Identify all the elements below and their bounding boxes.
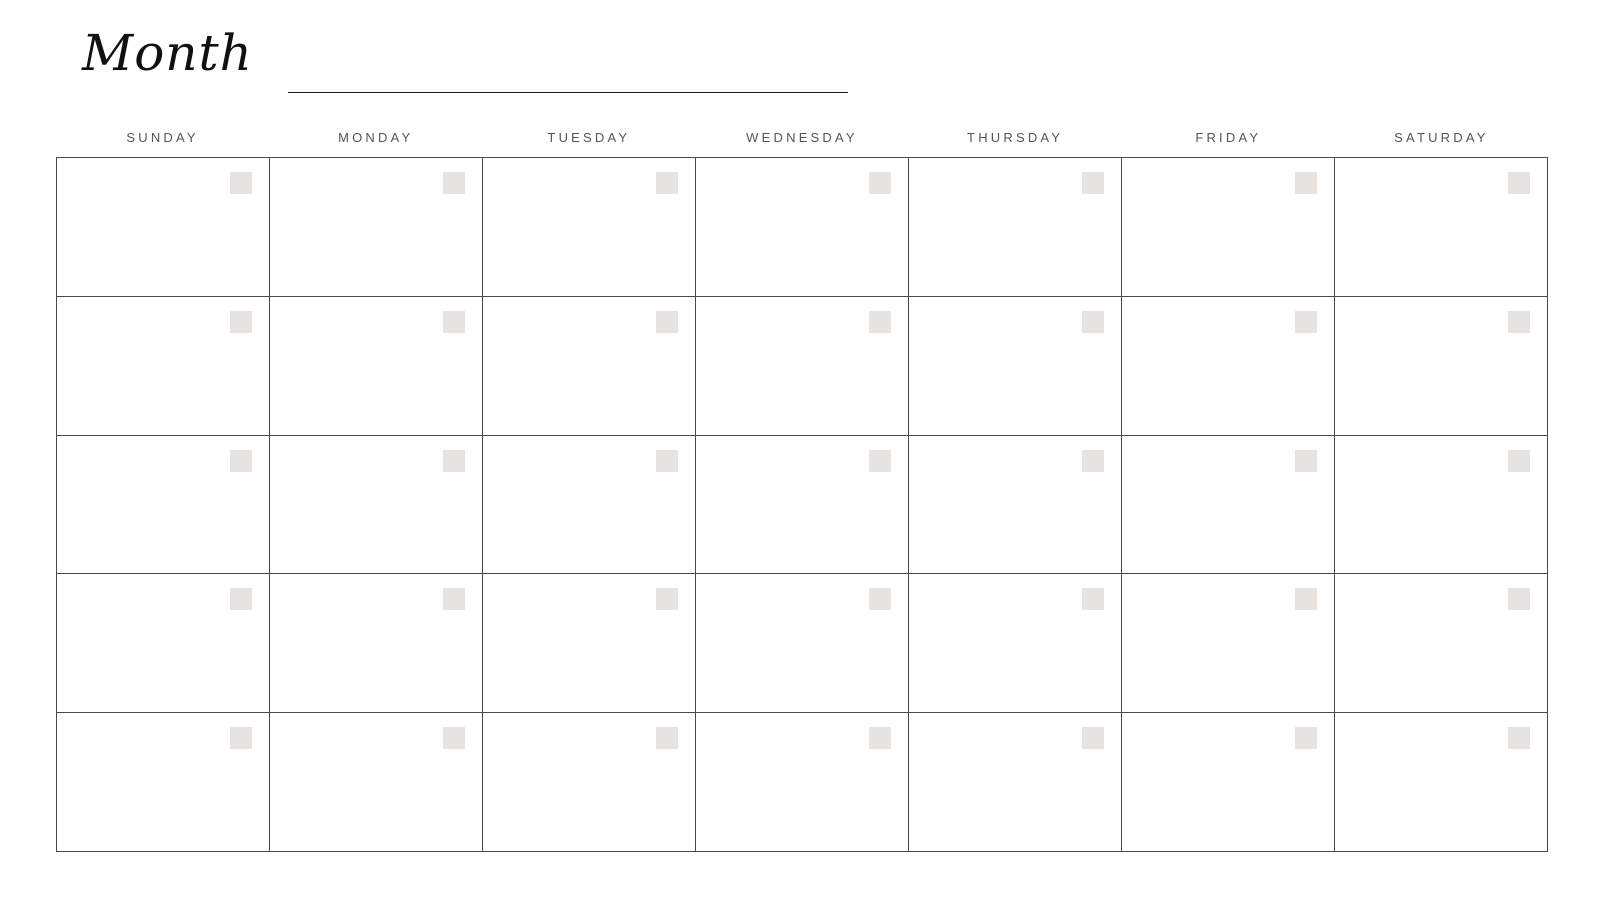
day-number (1082, 311, 1104, 333)
day-number (443, 311, 465, 333)
weekday-sunday: SUNDAY (126, 130, 199, 145)
day-cell[interactable] (270, 574, 483, 713)
day-cell[interactable] (1335, 713, 1548, 852)
month-title: Month (82, 24, 253, 82)
day-cell[interactable] (57, 713, 270, 852)
day-number (230, 727, 252, 749)
day-number (1508, 588, 1530, 610)
weekday-tuesday: TUESDAY (547, 130, 631, 145)
day-number (443, 172, 465, 194)
day-number (1082, 450, 1104, 472)
day-number (230, 172, 252, 194)
day-cell[interactable] (483, 297, 696, 436)
weekday-header-row (56, 130, 1548, 145)
day-cell[interactable] (1335, 436, 1548, 575)
day-number (443, 450, 465, 472)
day-number (443, 727, 465, 749)
day-number (656, 172, 678, 194)
day-number (230, 588, 252, 610)
day-cell[interactable] (909, 297, 1122, 436)
day-number (869, 588, 891, 610)
day-cell[interactable] (696, 713, 909, 852)
day-number (1082, 727, 1104, 749)
day-cell[interactable] (483, 713, 696, 852)
day-cell[interactable] (270, 436, 483, 575)
day-cell[interactable] (1335, 297, 1548, 436)
day-cell[interactable] (1122, 574, 1335, 713)
day-number (1295, 588, 1317, 610)
calendar-grid (56, 157, 1548, 852)
day-cell[interactable] (57, 158, 270, 297)
day-cell[interactable] (909, 574, 1122, 713)
day-cell[interactable] (483, 158, 696, 297)
day-number (1082, 588, 1104, 610)
day-cell[interactable] (483, 436, 696, 575)
day-number (1508, 450, 1530, 472)
day-cell[interactable] (483, 574, 696, 713)
day-cell[interactable] (1122, 713, 1335, 852)
month-name-write-in-line[interactable] (288, 92, 848, 93)
day-number (656, 311, 678, 333)
day-cell[interactable] (696, 436, 909, 575)
day-number (443, 588, 465, 610)
day-cell[interactable] (270, 158, 483, 297)
weekday-monday: MONDAY (338, 130, 414, 145)
calendar-header (58, 22, 1548, 112)
day-number (1082, 172, 1104, 194)
day-number (869, 450, 891, 472)
day-cell[interactable] (1122, 297, 1335, 436)
day-cell[interactable] (1335, 574, 1548, 713)
day-number (656, 450, 678, 472)
day-cell[interactable] (909, 158, 1122, 297)
day-number (230, 311, 252, 333)
day-number (1508, 311, 1530, 333)
day-number (230, 450, 252, 472)
day-cell[interactable] (909, 713, 1122, 852)
weekday-thursday: THURSDAY (967, 130, 1064, 145)
day-number (869, 311, 891, 333)
day-cell[interactable] (270, 297, 483, 436)
day-number (1295, 450, 1317, 472)
day-cell[interactable] (909, 436, 1122, 575)
day-cell[interactable] (1122, 158, 1335, 297)
day-cell[interactable] (57, 436, 270, 575)
weekday-friday: FRIDAY (1195, 130, 1262, 145)
day-cell[interactable] (1122, 436, 1335, 575)
day-number (656, 588, 678, 610)
day-number (869, 727, 891, 749)
day-cell[interactable] (57, 297, 270, 436)
day-number (1295, 172, 1317, 194)
day-number (1295, 311, 1317, 333)
day-cell[interactable] (270, 713, 483, 852)
day-cell[interactable] (57, 574, 270, 713)
day-number (1295, 727, 1317, 749)
day-cell[interactable] (1335, 158, 1548, 297)
day-cell[interactable] (696, 574, 909, 713)
day-number (656, 727, 678, 749)
weekday-wednesday: WEDNESDAY (746, 130, 858, 145)
day-number (1508, 727, 1530, 749)
weekday-saturday: SATURDAY (1394, 130, 1489, 145)
day-number (869, 172, 891, 194)
day-cell[interactable] (696, 158, 909, 297)
day-number (1508, 172, 1530, 194)
day-cell[interactable] (696, 297, 909, 436)
